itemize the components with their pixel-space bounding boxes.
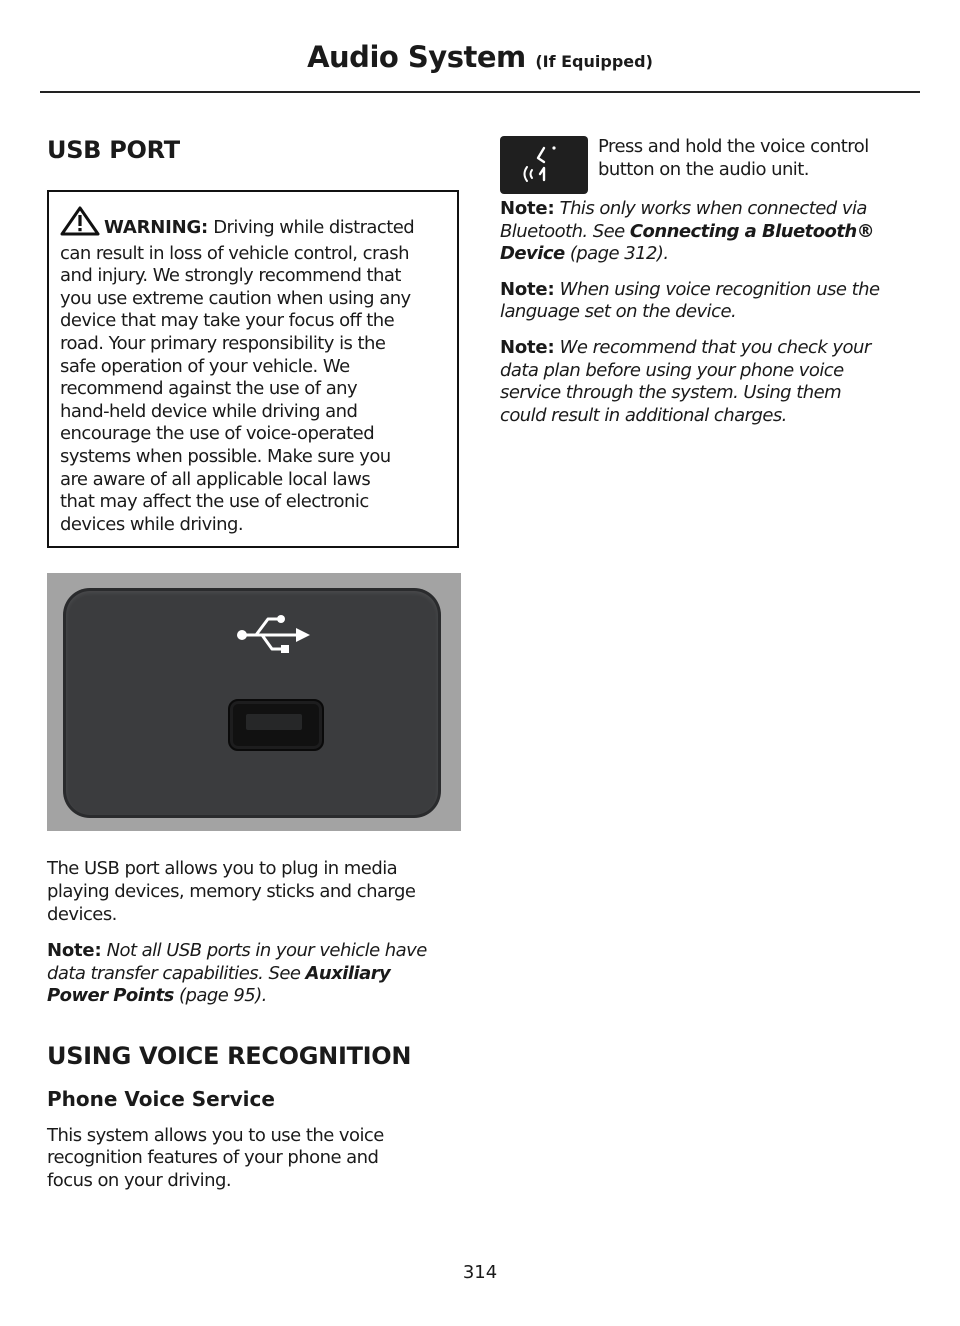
note-label: Note: bbox=[47, 940, 102, 962]
voice-control-icon bbox=[500, 136, 588, 194]
warning-line: can result in loss of vehicle control, crash bbox=[60, 242, 409, 264]
note-label: Note: bbox=[500, 336, 555, 358]
note-text: could result in additional charges. bbox=[500, 404, 787, 426]
warning-line: devices while driving. bbox=[60, 513, 244, 535]
warning-line: safe operation of your vehicle. We bbox=[60, 355, 350, 377]
header-title: Audio System bbox=[307, 40, 526, 74]
usb-body-line: The USB port allows you to plug in media bbox=[47, 858, 398, 880]
page-reference: (page 95). bbox=[178, 985, 267, 1007]
warning-line: are aware of all applicable local laws bbox=[60, 468, 371, 490]
usb-body-line: devices. bbox=[47, 903, 117, 925]
warning-line: systems when possible. Make sure you bbox=[60, 445, 391, 467]
left-column bbox=[47, 136, 459, 1193]
note-text: This only works when connected via bbox=[559, 198, 867, 219]
note-label: Note: bbox=[500, 198, 555, 219]
warning-box bbox=[47, 190, 459, 548]
usb-note bbox=[47, 940, 459, 1008]
header-divider bbox=[40, 91, 920, 93]
note-text: data transfer capabilities. See bbox=[47, 962, 301, 984]
usb-socket bbox=[228, 699, 324, 751]
note-text: Bluetooth. See bbox=[500, 220, 625, 242]
warning-triangle-icon bbox=[60, 206, 100, 243]
note-text: We recommend that you check your bbox=[559, 336, 871, 358]
usb-port-panel bbox=[66, 591, 438, 815]
xref-link-connecting-bluetooth[interactable]: Connecting a Bluetooth® bbox=[629, 220, 875, 242]
note-text: language set on the device. bbox=[500, 301, 737, 323]
voice-note-2 bbox=[500, 279, 920, 324]
usb-body-line: playing devices, memory sticks and charge bbox=[47, 880, 416, 902]
usb-icon bbox=[236, 613, 312, 661]
voice-intro bbox=[598, 136, 920, 181]
warning-line: road. Your primary responsibility is the bbox=[60, 332, 386, 354]
warning-label: WARNING: bbox=[104, 217, 209, 238]
page-header bbox=[0, 40, 960, 74]
note-text: Not all USB ports in your vehicle have bbox=[106, 940, 427, 962]
voice-intro-line: Press and hold the voice control bbox=[598, 136, 869, 157]
page-number: 314 bbox=[462, 1262, 498, 1283]
xref-link-auxiliary[interactable]: Auxiliary bbox=[305, 962, 391, 984]
note-label: Note: bbox=[500, 278, 555, 300]
warning-line: encourage the use of voice-operated bbox=[60, 423, 375, 445]
xref-link-power-points[interactable]: Power Points bbox=[47, 985, 174, 1007]
note-text: When using voice recognition use the bbox=[559, 278, 880, 300]
warning-line: you use extreme caution when using any bbox=[60, 287, 411, 309]
warning-line: device that may take your focus off the bbox=[60, 310, 395, 332]
warning-line: Driving while distracted bbox=[213, 217, 415, 238]
voice-intro-line: button on the audio unit. bbox=[598, 158, 809, 180]
warning-line: hand-held device while driving and bbox=[60, 400, 358, 422]
xref-link-device[interactable]: Device bbox=[500, 243, 565, 265]
page-reference: (page 312). bbox=[569, 243, 669, 265]
note-text: service through the system. Using them bbox=[500, 382, 842, 404]
warning-line: that may affect the use of electronic bbox=[60, 491, 369, 513]
phone-voice-service-heading: Phone Voice Service bbox=[47, 1086, 275, 1111]
voice-body-line: This system allows you to use the voice bbox=[47, 1124, 384, 1146]
note-text: data plan before using your phone voice bbox=[500, 359, 844, 381]
right-column bbox=[500, 136, 920, 427]
voice-recognition-heading: USING VOICE RECOGNITION bbox=[47, 1041, 412, 1070]
warning-line: recommend against the use of any bbox=[60, 378, 358, 400]
header-subtitle: (If Equipped) bbox=[535, 52, 653, 71]
voice-body-line: recognition features of your phone and bbox=[47, 1147, 379, 1169]
usb-port-heading: USB PORT bbox=[47, 136, 180, 164]
warning-line: and injury. We strongly recommend that bbox=[60, 265, 401, 287]
voice-body-line: focus on your driving. bbox=[47, 1170, 232, 1192]
voice-note-1 bbox=[500, 198, 920, 266]
usb-port-photo bbox=[47, 573, 461, 831]
voice-note-3 bbox=[500, 337, 920, 427]
